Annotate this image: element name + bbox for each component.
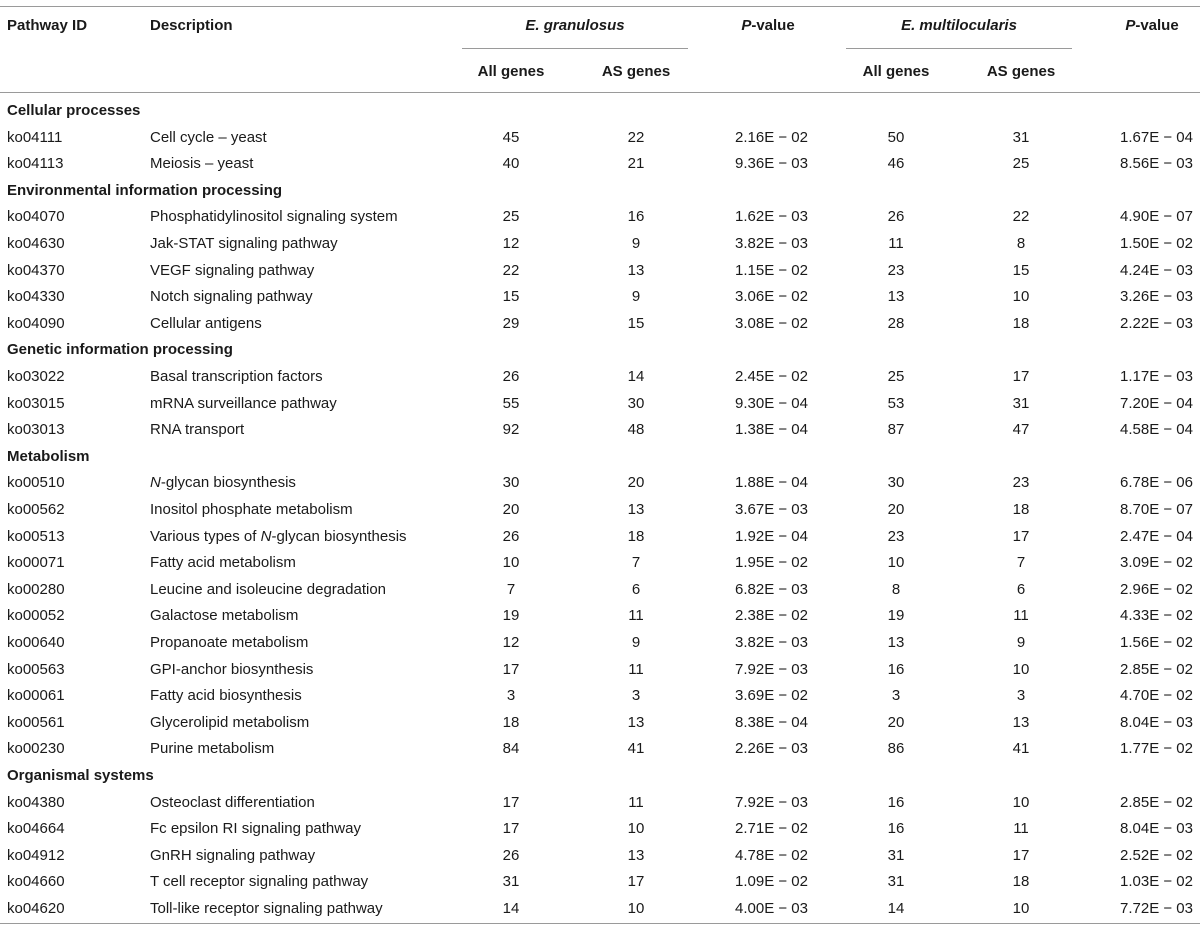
pathway-id: ko00510 bbox=[7, 474, 65, 492]
em-as-genes: 11 bbox=[1013, 607, 1029, 625]
description-part: Phosphatidylinositol signaling system bbox=[150, 208, 398, 226]
pathway-id: ko04660 bbox=[7, 873, 65, 891]
pathway-id: ko04912 bbox=[7, 846, 65, 864]
em-all-genes: 46 bbox=[887, 155, 905, 173]
header-pvalue-granulosus bbox=[688, 17, 848, 35]
eg-all-genes: 7 bbox=[506, 580, 516, 598]
description-part: GnRH signaling pathway bbox=[150, 846, 316, 864]
eg-p-value: 1.95E − 02 bbox=[735, 554, 808, 572]
em-p-value: 1.56E − 02 bbox=[1120, 634, 1193, 651]
description-part: Jak-STAT signaling pathway bbox=[150, 235, 338, 252]
em-p-value: 2.85E − 02 bbox=[1120, 660, 1193, 678]
em-all-genes: 87 bbox=[887, 421, 905, 439]
description-part: Leucine and isoleucine degradation bbox=[150, 580, 387, 598]
pathway-description bbox=[150, 501, 353, 519]
description-part: Toll-like receptor signaling pathway bbox=[150, 900, 383, 917]
eg-all-genes: 22 bbox=[502, 261, 520, 279]
em-p-value: 6.78E − 06 bbox=[1120, 474, 1193, 492]
eg-all-genes: 17 bbox=[502, 660, 520, 678]
description-part: N bbox=[150, 474, 161, 492]
em-all-genes: 20 bbox=[887, 713, 905, 731]
pathway-description bbox=[150, 554, 296, 572]
em-p-value: 1.77E − 02 bbox=[1120, 740, 1193, 758]
pathway-description bbox=[150, 687, 302, 705]
em-all-genes: 50 bbox=[887, 128, 905, 146]
em-p-value: 8.04E − 03 bbox=[1120, 713, 1193, 731]
pathway-description bbox=[150, 235, 338, 253]
description-part: Propanoate metabolism bbox=[150, 634, 309, 651]
eg-p-value: 9.36E − 03 bbox=[735, 155, 808, 173]
eg-as-genes: 10 bbox=[627, 900, 645, 917]
pathway-description bbox=[150, 714, 309, 732]
eg-all-genes: 31 bbox=[502, 873, 520, 891]
em-all-genes: 23 bbox=[887, 261, 905, 279]
em-as-genes: 18 bbox=[1012, 501, 1030, 518]
em-p-value: 1.03E − 02 bbox=[1120, 873, 1193, 891]
eg-all-genes: 30 bbox=[502, 474, 520, 492]
eg-all-genes: 3 bbox=[506, 687, 516, 705]
eg-as-genes: 11 bbox=[628, 607, 644, 625]
pathway-description bbox=[150, 634, 308, 652]
section-heading: Environmental information processing bbox=[7, 181, 283, 199]
em-as-genes: 31 bbox=[1012, 128, 1030, 146]
pathway-id: ko00513 bbox=[7, 527, 65, 545]
em-as-genes: 17 bbox=[1012, 846, 1030, 864]
eg-p-value: 9.30E − 04 bbox=[735, 394, 808, 412]
pathway-id: ko00230 bbox=[7, 740, 65, 758]
em-as-genes: 31 bbox=[1012, 394, 1030, 412]
eg-as-genes: 10 bbox=[627, 820, 645, 838]
eg-all-genes: 12 bbox=[502, 634, 520, 651]
pathway-id: ko00562 bbox=[7, 501, 65, 518]
em-as-genes: 3 bbox=[1016, 687, 1026, 705]
eg-as-genes: 14 bbox=[627, 368, 645, 385]
eg-p-value: 2.38E − 02 bbox=[735, 607, 808, 625]
em-as-genes: 17 bbox=[1012, 368, 1030, 385]
description-part: Fc epsilon RI signaling pathway bbox=[150, 820, 361, 838]
p-letter: P bbox=[1125, 17, 1136, 34]
em-p-value: 1.67E − 04 bbox=[1120, 128, 1193, 146]
top-rule bbox=[0, 6, 1200, 7]
description-part: VEGF signaling pathway bbox=[150, 261, 315, 279]
em-p-value: 4.33E − 02 bbox=[1120, 607, 1193, 625]
em-all-genes: 20 bbox=[887, 501, 905, 518]
eg-all-genes: 18 bbox=[502, 713, 520, 731]
p-suffix: -value bbox=[1135, 17, 1179, 34]
eg-all-genes: 29 bbox=[502, 314, 520, 332]
eg-as-genes: 30 bbox=[627, 394, 645, 412]
em-p-value: 7.20E − 04 bbox=[1120, 394, 1193, 412]
header-as-genes: AS genes bbox=[986, 63, 1056, 80]
em-as-genes: 18 bbox=[1012, 873, 1030, 891]
header-all-genes: All genes bbox=[862, 63, 930, 80]
description-part: -glycan biosynthesis bbox=[160, 474, 296, 492]
eg-as-genes: 3 bbox=[631, 687, 641, 705]
em-p-value: 1.17E − 03 bbox=[1120, 368, 1193, 385]
em-all-genes: 53 bbox=[887, 394, 905, 412]
em-p-value: 2.47E − 04 bbox=[1120, 527, 1193, 545]
em-p-value: 3.09E − 02 bbox=[1120, 554, 1193, 572]
em-p-value: 2.96E − 02 bbox=[1120, 580, 1193, 598]
em-all-genes: 16 bbox=[887, 820, 905, 838]
eg-all-genes: 45 bbox=[502, 128, 520, 146]
em-all-genes: 23 bbox=[887, 527, 905, 545]
description-part: Purine metabolism bbox=[150, 740, 275, 758]
description-part: Inositol phosphate metabolism bbox=[150, 501, 353, 518]
em-all-genes: 16 bbox=[887, 660, 905, 678]
pathway-description bbox=[150, 395, 337, 413]
em-all-genes: 14 bbox=[887, 900, 905, 917]
pathway-id: ko00071 bbox=[7, 554, 65, 572]
em-all-genes: 10 bbox=[887, 554, 905, 572]
header-as-genes: AS genes bbox=[601, 63, 671, 80]
eg-as-genes: 6 bbox=[631, 580, 641, 598]
em-p-value: 1.50E − 02 bbox=[1120, 235, 1193, 252]
em-p-value: 7.72E − 03 bbox=[1120, 900, 1193, 917]
header-description: Description bbox=[150, 17, 233, 34]
em-as-genes: 6 bbox=[1016, 580, 1026, 598]
header-all-genes: All genes bbox=[477, 63, 545, 80]
eg-all-genes: 84 bbox=[502, 740, 520, 758]
em-as-genes: 10 bbox=[1012, 900, 1030, 917]
eg-all-genes: 25 bbox=[502, 208, 520, 226]
em-as-genes: 7 bbox=[1016, 554, 1026, 572]
eg-p-value: 3.67E − 03 bbox=[735, 501, 808, 518]
description-part: Galactose metabolism bbox=[150, 607, 299, 625]
eg-p-value: 2.71E − 02 bbox=[735, 820, 808, 838]
pathway-description bbox=[150, 607, 298, 625]
eg-all-genes: 26 bbox=[502, 846, 520, 864]
pathway-description bbox=[150, 315, 262, 333]
eg-p-value: 1.15E − 02 bbox=[735, 261, 808, 279]
pathway-description bbox=[150, 368, 323, 386]
em-as-genes: 10 bbox=[1012, 660, 1030, 678]
description-part: Cell cycle – yeast bbox=[150, 128, 267, 146]
header-species-multilocularis: E. multilocularis bbox=[901, 17, 1017, 34]
pathway-id: ko04111 bbox=[7, 128, 63, 146]
em-as-genes: 22 bbox=[1012, 208, 1030, 226]
em-all-genes: 30 bbox=[887, 474, 905, 492]
description-part: Cellular antigens bbox=[150, 314, 262, 332]
eg-as-genes: 13 bbox=[627, 261, 645, 279]
eg-as-genes: 18 bbox=[627, 527, 645, 545]
eg-all-genes: 10 bbox=[502, 554, 520, 572]
section-heading: Cellular processes bbox=[7, 102, 141, 119]
em-p-value: 3.26E − 03 bbox=[1120, 288, 1193, 306]
em-all-genes: 13 bbox=[887, 288, 905, 306]
pathway-description bbox=[150, 129, 267, 147]
pathway-id: ko00280 bbox=[7, 580, 65, 598]
eg-p-value: 4.78E − 02 bbox=[735, 846, 808, 864]
description-part: Meiosis – yeast bbox=[150, 155, 254, 173]
pathway-description bbox=[150, 581, 386, 599]
pathway-description bbox=[150, 794, 315, 812]
header-rule bbox=[0, 92, 1200, 93]
pathway-description bbox=[150, 661, 313, 679]
eg-all-genes: 15 bbox=[502, 288, 520, 306]
eg-as-genes: 9 bbox=[631, 288, 641, 306]
em-as-genes: 17 bbox=[1012, 527, 1030, 545]
em-p-value: 2.22E − 03 bbox=[1120, 314, 1193, 332]
eg-p-value: 1.09E − 02 bbox=[735, 873, 808, 891]
description-part: Glycerolipid metabolism bbox=[150, 713, 310, 731]
em-p-value: 8.04E − 03 bbox=[1120, 820, 1193, 838]
em-all-genes: 26 bbox=[887, 208, 905, 226]
pathway-description bbox=[150, 262, 314, 280]
eg-p-value: 3.06E − 02 bbox=[735, 288, 808, 306]
eg-all-genes: 17 bbox=[502, 793, 520, 811]
eg-as-genes: 22 bbox=[627, 128, 645, 146]
eg-p-value: 3.82E − 03 bbox=[735, 634, 808, 651]
description-part: Notch signaling pathway bbox=[150, 288, 313, 306]
pathway-id: ko04380 bbox=[7, 793, 65, 811]
pathway-id: ko04370 bbox=[7, 261, 65, 279]
pathway-id: ko04630 bbox=[7, 235, 65, 252]
em-as-genes: 9 bbox=[1016, 634, 1026, 651]
description-part: RNA transport bbox=[150, 421, 245, 439]
eg-all-genes: 55 bbox=[502, 394, 520, 412]
pathway-id: ko04620 bbox=[7, 900, 65, 917]
em-as-genes: 41 bbox=[1012, 740, 1030, 758]
eg-p-value: 1.62E − 03 bbox=[735, 208, 808, 226]
pathway-description bbox=[150, 474, 296, 492]
em-p-value: 8.70E − 07 bbox=[1120, 501, 1193, 518]
eg-as-genes: 17 bbox=[627, 873, 645, 891]
pathway-description bbox=[150, 421, 244, 439]
eg-all-genes: 26 bbox=[502, 527, 520, 545]
eg-p-value: 3.08E − 02 bbox=[735, 314, 808, 332]
description-part: Fatty acid metabolism bbox=[150, 554, 296, 572]
eg-as-genes: 11 bbox=[628, 660, 644, 678]
em-p-value: 2.85E − 02 bbox=[1120, 793, 1193, 811]
eg-as-genes: 41 bbox=[627, 740, 645, 758]
eg-p-value: 4.00E − 03 bbox=[735, 900, 808, 917]
eg-all-genes: 12 bbox=[502, 235, 520, 252]
em-p-value: 4.58E − 04 bbox=[1120, 421, 1193, 439]
em-all-genes: 16 bbox=[887, 793, 905, 811]
em-as-genes: 10 bbox=[1012, 288, 1030, 306]
pathway-description bbox=[150, 873, 368, 891]
species-rule-multilocularis bbox=[846, 48, 1072, 49]
section-heading: Genetic information processing bbox=[7, 341, 233, 359]
eg-p-value: 8.38E − 04 bbox=[735, 713, 808, 731]
section-heading: Metabolism bbox=[7, 447, 90, 465]
pathway-id: ko04070 bbox=[7, 208, 65, 226]
em-p-value: 2.52E − 02 bbox=[1120, 846, 1193, 864]
pathway-description bbox=[150, 820, 361, 838]
pathway-id: ko00561 bbox=[7, 713, 65, 731]
pathway-id: ko00052 bbox=[7, 607, 65, 625]
eg-p-value: 2.45E − 02 bbox=[735, 368, 808, 385]
eg-as-genes: 15 bbox=[627, 314, 645, 332]
eg-as-genes: 11 bbox=[628, 793, 644, 811]
pathway-id: ko04664 bbox=[7, 820, 65, 838]
em-as-genes: 10 bbox=[1012, 793, 1030, 811]
section-heading: Organismal systems bbox=[7, 767, 154, 784]
eg-p-value: 6.82E − 03 bbox=[735, 580, 808, 598]
eg-p-value: 3.69E − 02 bbox=[735, 687, 808, 705]
description-part: -glycan biosynthesis bbox=[271, 527, 407, 545]
pathway-description bbox=[150, 208, 398, 226]
eg-p-value: 3.82E − 03 bbox=[735, 235, 808, 252]
pathway-id: ko00061 bbox=[7, 687, 65, 705]
pathway-description bbox=[150, 155, 253, 173]
p-suffix: -value bbox=[751, 17, 795, 34]
pathway-id: ko03015 bbox=[7, 394, 65, 412]
pathway-description bbox=[150, 740, 274, 758]
description-part: T cell receptor signaling pathway bbox=[150, 873, 369, 891]
em-as-genes: 13 bbox=[1012, 713, 1030, 731]
em-p-value: 4.70E − 02 bbox=[1120, 687, 1193, 705]
eg-p-value: 1.38E − 04 bbox=[735, 421, 808, 439]
header-pathway-id: Pathway ID bbox=[7, 17, 88, 34]
eg-as-genes: 21 bbox=[627, 155, 645, 173]
em-all-genes: 11 bbox=[888, 235, 904, 252]
em-as-genes: 23 bbox=[1012, 474, 1030, 492]
pathway-description bbox=[150, 528, 407, 546]
eg-p-value: 2.16E − 02 bbox=[735, 128, 808, 146]
eg-p-value: 7.92E − 03 bbox=[735, 793, 808, 811]
eg-as-genes: 13 bbox=[627, 713, 645, 731]
pathway-id: ko00563 bbox=[7, 660, 65, 678]
em-all-genes: 13 bbox=[887, 634, 905, 651]
eg-all-genes: 14 bbox=[502, 900, 520, 917]
description-part: mRNA surveillance pathway bbox=[150, 394, 337, 412]
description-part: GPI-anchor biosynthesis bbox=[150, 660, 314, 678]
description-part: Fatty acid biosynthesis bbox=[150, 687, 302, 705]
eg-as-genes: 20 bbox=[627, 474, 645, 492]
em-all-genes: 31 bbox=[887, 846, 905, 864]
eg-p-value: 1.88E − 04 bbox=[735, 474, 808, 492]
eg-all-genes: 92 bbox=[502, 421, 520, 439]
eg-as-genes: 9 bbox=[631, 235, 641, 252]
em-all-genes: 19 bbox=[887, 607, 905, 625]
eg-all-genes: 40 bbox=[502, 155, 520, 173]
pathway-id: ko04330 bbox=[7, 288, 65, 306]
header-pvalue-multilocularis bbox=[1072, 17, 1200, 35]
em-p-value: 4.24E − 03 bbox=[1120, 261, 1193, 279]
em-as-genes: 47 bbox=[1012, 421, 1030, 439]
eg-as-genes: 13 bbox=[627, 501, 645, 518]
bottom-rule bbox=[0, 923, 1200, 924]
pathway-id: ko03013 bbox=[7, 421, 65, 439]
em-all-genes: 86 bbox=[887, 740, 905, 758]
pathway-description bbox=[150, 847, 315, 865]
p-letter: P bbox=[741, 17, 752, 34]
pathway-id: ko00640 bbox=[7, 634, 65, 651]
em-as-genes: 8 bbox=[1016, 235, 1026, 252]
em-as-genes: 11 bbox=[1013, 820, 1029, 838]
description-part: Various types of bbox=[150, 527, 261, 545]
eg-p-value: 7.92E − 03 bbox=[735, 660, 808, 678]
pathway-id: ko04113 bbox=[7, 155, 64, 173]
header-species-granulosus: E. granulosus bbox=[525, 17, 625, 34]
eg-as-genes: 13 bbox=[627, 846, 645, 864]
em-p-value: 8.56E − 03 bbox=[1120, 155, 1193, 173]
em-as-genes: 25 bbox=[1012, 155, 1030, 173]
eg-as-genes: 48 bbox=[627, 421, 645, 439]
eg-p-value: 1.92E − 04 bbox=[735, 527, 808, 545]
pathway-id: ko04090 bbox=[7, 314, 65, 332]
em-all-genes: 28 bbox=[887, 314, 905, 332]
description-part: Osteoclast differentiation bbox=[150, 793, 315, 811]
em-all-genes: 25 bbox=[887, 368, 905, 385]
description-part: N bbox=[260, 527, 272, 545]
eg-as-genes: 9 bbox=[631, 634, 641, 651]
pathway-description bbox=[150, 900, 383, 918]
eg-all-genes: 20 bbox=[502, 501, 520, 518]
em-all-genes: 3 bbox=[891, 687, 901, 705]
eg-as-genes: 16 bbox=[627, 208, 645, 226]
eg-all-genes: 19 bbox=[502, 607, 520, 625]
em-all-genes: 31 bbox=[887, 873, 905, 891]
description-part: Basal transcription factors bbox=[150, 368, 323, 385]
em-p-value: 4.90E − 07 bbox=[1120, 208, 1193, 226]
em-as-genes: 18 bbox=[1012, 314, 1030, 332]
eg-as-genes: 7 bbox=[631, 554, 641, 572]
eg-p-value: 2.26E − 03 bbox=[735, 740, 808, 758]
eg-all-genes: 26 bbox=[502, 368, 520, 385]
em-as-genes: 15 bbox=[1012, 261, 1030, 279]
pathway-description bbox=[150, 288, 313, 306]
em-all-genes: 8 bbox=[891, 580, 901, 598]
eg-all-genes: 17 bbox=[502, 820, 520, 838]
species-rule-granulosus bbox=[462, 48, 688, 49]
pathway-id: ko03022 bbox=[7, 368, 65, 385]
